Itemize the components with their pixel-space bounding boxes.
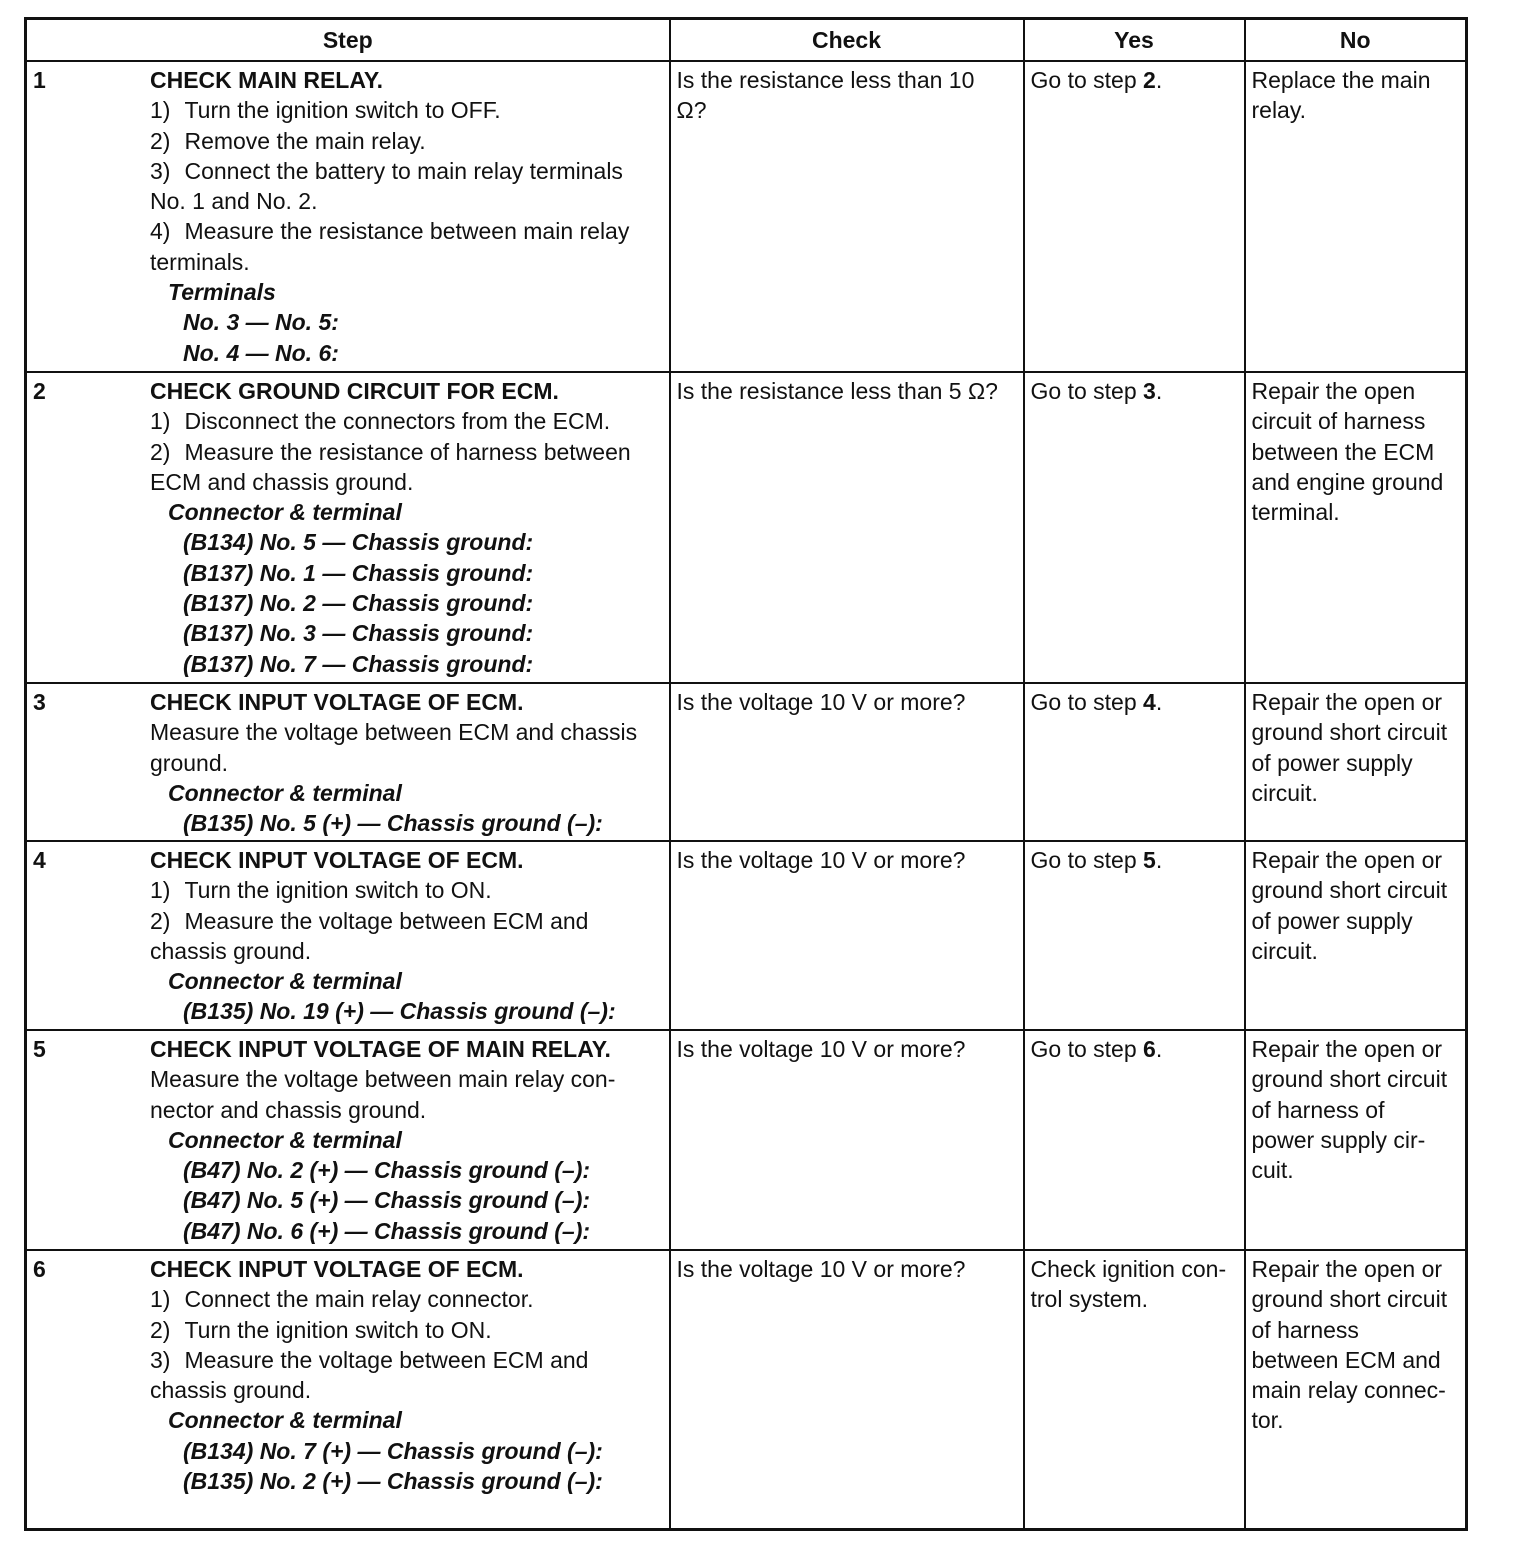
step-title: CHECK INPUT VOLTAGE OF ECM.	[150, 847, 524, 873]
header-check: Check	[670, 19, 1024, 62]
step-instruction	[150, 748, 665, 778]
header-row	[26, 19, 1467, 62]
terminal-spec: (B47) No. 2 (+) — Chassis ground (–):	[183, 1157, 591, 1184]
yes-text: Check ignition con-	[1030, 1256, 1227, 1282]
terminal-spec: (B135) No. 19 (+) — Chassis ground (–):	[183, 998, 616, 1025]
yes-cell	[1024, 61, 1245, 372]
yes-suffix: .	[1155, 689, 1163, 715]
no-text: Repair the open or	[1251, 689, 1443, 715]
step-instruction	[150, 126, 665, 156]
no-cell	[1245, 61, 1467, 372]
step-number: 4	[33, 847, 46, 873]
step-title: CHECK INPUT VOLTAGE OF MAIN RELAY.	[150, 1036, 611, 1062]
no-cell	[1245, 1250, 1467, 1529]
terminal-spec: (B134) No. 5 — Chassis ground:	[183, 529, 534, 556]
yes-cell	[1024, 372, 1245, 683]
instruction-number: 2)	[150, 1316, 171, 1343]
step-cell	[26, 372, 670, 683]
step-instruction	[150, 906, 665, 936]
instruction-text: nector and chassis ground.	[150, 1096, 427, 1123]
no-cell	[1245, 372, 1467, 683]
no-text: Repair the open	[1251, 378, 1416, 404]
table-row	[26, 841, 1467, 1030]
no-content	[1246, 684, 1466, 808]
no-text: relay.	[1251, 97, 1307, 124]
yes-content	[1025, 373, 1244, 406]
terminal-spec: (B137) No. 2 — Chassis ground:	[183, 590, 534, 617]
header-yes: Yes	[1024, 19, 1245, 62]
terminal-spec: (B47) No. 5 (+) — Chassis ground (–):	[183, 1187, 591, 1214]
table-row	[26, 1250, 1467, 1529]
check-cell	[670, 1250, 1024, 1529]
check-text: Is the resistance less than 5 Ω?	[676, 378, 998, 404]
check-content	[671, 1031, 1023, 1064]
sub-heading: Connector & terminal	[168, 499, 402, 526]
step-title: CHECK INPUT VOLTAGE OF ECM.	[150, 1256, 524, 1282]
no-content	[1246, 373, 1466, 527]
no-text: cuit.	[1251, 1157, 1294, 1184]
instruction-text: Measure the resistance between main relay	[184, 218, 630, 245]
instruction-number: 1)	[150, 97, 171, 124]
terminal-spec: (B134) No. 7 (+) — Chassis ground (–):	[183, 1437, 603, 1464]
no-text: power supply cir-	[1251, 1126, 1426, 1153]
step-content	[27, 1031, 669, 1246]
terminal-spec: No. 4 — No. 6:	[183, 339, 339, 366]
step-cell	[26, 61, 670, 372]
no-text: between the ECM	[1251, 438, 1435, 465]
step-content	[27, 684, 669, 838]
yes-text	[1031, 65, 1240, 95]
step-cell	[26, 1030, 670, 1250]
yes-step-ref: 6	[1143, 1036, 1156, 1062]
yes-content	[1025, 1251, 1244, 1315]
terminal-spec: (B135) No. 5 (+) — Chassis ground (–):	[183, 810, 603, 837]
no-text: of power supply	[1251, 907, 1413, 934]
step-instruction	[150, 936, 665, 966]
step-number: 6	[33, 1256, 46, 1282]
yes-prefix: Go to step	[1030, 689, 1144, 715]
instruction-text: Connect the battery to main relay terminals	[184, 157, 623, 184]
no-content	[1246, 842, 1466, 966]
yes-prefix: Go to step	[1030, 847, 1144, 873]
step-content	[27, 373, 669, 679]
step-title: CHECK MAIN RELAY.	[150, 67, 384, 93]
instruction-text: chassis ground.	[150, 937, 312, 964]
check-content	[671, 1251, 1023, 1284]
check-cell	[670, 1030, 1024, 1250]
check-text: Is the resistance less than 10	[676, 67, 975, 93]
sub-heading: Terminals	[168, 279, 276, 306]
yes-step-ref: 4	[1143, 689, 1156, 715]
no-text: main relay connec-	[1251, 1377, 1446, 1404]
yes-cell	[1024, 1030, 1245, 1250]
yes-cell	[1024, 683, 1245, 841]
check-content	[671, 62, 1023, 126]
yes-cell	[1024, 1250, 1245, 1529]
instruction-number: 1)	[150, 408, 171, 435]
yes-prefix: Go to step	[1030, 67, 1144, 93]
yes-suffix: .	[1155, 67, 1163, 93]
step-content	[27, 62, 669, 368]
terminal-spec: (B47) No. 6 (+) — Chassis ground (–):	[183, 1217, 591, 1244]
step-instruction	[150, 1095, 665, 1125]
instruction-number: 2)	[150, 907, 171, 934]
yes-step-ref: 5	[1143, 847, 1156, 873]
yes-step-ref: 2	[1143, 67, 1156, 93]
yes-step-ref: 3	[1143, 378, 1156, 404]
instruction-text: Measure the resistance of harness between	[184, 438, 631, 465]
no-text: between ECM and	[1251, 1346, 1441, 1373]
yes-content	[1025, 62, 1244, 95]
no-text: ground short circuit	[1251, 1066, 1448, 1093]
instruction-number: 1)	[150, 877, 171, 904]
step-instruction	[150, 95, 665, 125]
no-text: Repair the open or	[1251, 1036, 1443, 1062]
terminal-spec: (B137) No. 7 — Chassis ground:	[183, 650, 534, 677]
instruction-text: No. 1 and No. 2.	[150, 188, 318, 215]
step-number: 5	[33, 1036, 46, 1062]
no-text: of harness	[1251, 1316, 1359, 1343]
instruction-number: 3)	[150, 1346, 171, 1373]
check-cell	[670, 683, 1024, 841]
diagnostic-table	[24, 17, 1468, 1531]
sub-heading: Connector & terminal	[168, 779, 402, 806]
no-cell	[1245, 1030, 1467, 1250]
no-text: ground short circuit	[1251, 877, 1448, 904]
yes-text: trol system.	[1030, 1286, 1149, 1313]
instruction-text: Connect the main relay connector.	[184, 1286, 534, 1313]
check-text: Is the voltage 10 V or more?	[676, 689, 966, 715]
yes-content	[1025, 1031, 1244, 1064]
sub-heading: Connector & terminal	[168, 968, 402, 995]
instruction-number: 1)	[150, 1286, 171, 1313]
step-cell	[26, 683, 670, 841]
yes-suffix: .	[1155, 378, 1163, 404]
instruction-text: ECM and chassis ground.	[150, 468, 414, 495]
no-text: circuit of harness	[1251, 408, 1426, 435]
yes-suffix: .	[1155, 847, 1163, 873]
sub-heading: Connector & terminal	[168, 1126, 402, 1153]
yes-text	[1031, 376, 1240, 406]
header-no: No	[1245, 19, 1467, 62]
terminal-spec: (B137) No. 1 — Chassis ground:	[183, 559, 534, 586]
instruction-text: Turn the ignition switch to ON.	[184, 1316, 492, 1343]
step-instruction	[150, 1345, 665, 1375]
step-instruction	[150, 1284, 665, 1314]
check-cell	[670, 61, 1024, 372]
step-instruction	[150, 247, 665, 277]
yes-content	[1025, 842, 1244, 875]
terminal-spec: (B135) No. 2 (+) — Chassis ground (–):	[183, 1468, 603, 1495]
check-content	[671, 684, 1023, 717]
table-row	[26, 683, 1467, 841]
instruction-text: Measure the voltage between ECM and chassis	[150, 719, 638, 746]
no-text: terminal.	[1251, 499, 1340, 526]
instruction-text: ground.	[150, 749, 229, 776]
sub-heading: Connector & terminal	[168, 1407, 402, 1434]
terminal-spec: No. 3 — No. 5:	[183, 309, 339, 336]
step-content	[27, 842, 669, 1027]
no-text: tor.	[1251, 1407, 1284, 1434]
step-instruction	[150, 216, 665, 246]
step-instruction	[150, 875, 665, 905]
instruction-number: 4)	[150, 218, 171, 245]
check-text: Is the voltage 10 V or more?	[676, 847, 966, 873]
step-instruction	[150, 467, 665, 497]
no-content	[1246, 62, 1466, 126]
table-body	[26, 61, 1467, 1529]
step-instruction	[150, 437, 665, 467]
no-content	[1246, 1031, 1466, 1185]
step-cell	[26, 841, 670, 1030]
no-text: circuit.	[1251, 937, 1318, 964]
instruction-text: Turn the ignition switch to ON.	[184, 877, 492, 904]
instruction-number: 3)	[150, 157, 171, 184]
yes-suffix: .	[1155, 1036, 1163, 1062]
step-instruction	[150, 717, 665, 747]
no-text: of harness of	[1251, 1096, 1385, 1123]
check-content	[671, 842, 1023, 875]
instruction-text: terminals.	[150, 248, 250, 275]
step-number: 1	[33, 67, 46, 93]
check-cell	[670, 841, 1024, 1030]
step-instruction	[150, 406, 665, 436]
yes-prefix: Go to step	[1030, 1036, 1144, 1062]
instruction-number: 2)	[150, 438, 171, 465]
header-step: Step	[26, 19, 670, 62]
check-text: Is the voltage 10 V or more?	[676, 1036, 966, 1062]
step-number: 3	[33, 689, 46, 715]
no-content	[1246, 1251, 1466, 1436]
table-row	[26, 61, 1467, 372]
no-text: Repair the open or	[1251, 847, 1443, 873]
yes-text	[1031, 845, 1240, 875]
terminal-spec: (B137) No. 3 — Chassis ground:	[183, 620, 534, 647]
instruction-number: 2)	[150, 127, 171, 154]
no-text: ground short circuit	[1251, 719, 1448, 746]
instruction-text: Remove the main relay.	[184, 127, 426, 154]
step-title: CHECK GROUND CIRCUIT FOR ECM.	[150, 378, 559, 404]
instruction-text: Turn the ignition switch to OFF.	[184, 97, 501, 124]
yes-content	[1025, 684, 1244, 717]
step-title: CHECK INPUT VOLTAGE OF ECM.	[150, 689, 524, 715]
step-number: 2	[33, 378, 46, 404]
table-row	[26, 1030, 1467, 1250]
instruction-text: Measure the voltage between ECM and	[184, 1346, 589, 1373]
no-text: circuit.	[1251, 779, 1318, 806]
step-cell	[26, 1250, 670, 1529]
instruction-text: Disconnect the connectors from the ECM.	[184, 408, 611, 435]
yes-text	[1031, 1034, 1240, 1064]
step-content	[27, 1251, 669, 1496]
instruction-text: Measure the voltage between ECM and	[184, 907, 589, 934]
check-cell	[670, 372, 1024, 683]
step-instruction	[150, 1315, 665, 1345]
no-cell	[1245, 841, 1467, 1030]
step-instruction	[150, 156, 665, 186]
step-instruction	[150, 1375, 665, 1405]
yes-prefix: Go to step	[1030, 378, 1144, 404]
check-content	[671, 373, 1023, 406]
instruction-text: Measure the voltage between main relay con-	[150, 1066, 616, 1093]
no-cell	[1245, 683, 1467, 841]
instruction-text: chassis ground.	[150, 1377, 312, 1404]
yes-cell	[1024, 841, 1245, 1030]
check-text: Is the voltage 10 V or more?	[676, 1256, 966, 1282]
no-text: ground short circuit	[1251, 1286, 1448, 1313]
no-text: of power supply	[1251, 749, 1413, 776]
table-row	[26, 372, 1467, 683]
step-instruction	[150, 1064, 665, 1094]
no-text: Repair the open or	[1251, 1256, 1443, 1282]
no-text: and engine ground	[1251, 468, 1444, 495]
no-text: Replace the main	[1251, 67, 1431, 93]
check-text: Ω?	[676, 97, 707, 124]
step-instruction	[150, 186, 665, 216]
yes-text	[1031, 687, 1240, 717]
